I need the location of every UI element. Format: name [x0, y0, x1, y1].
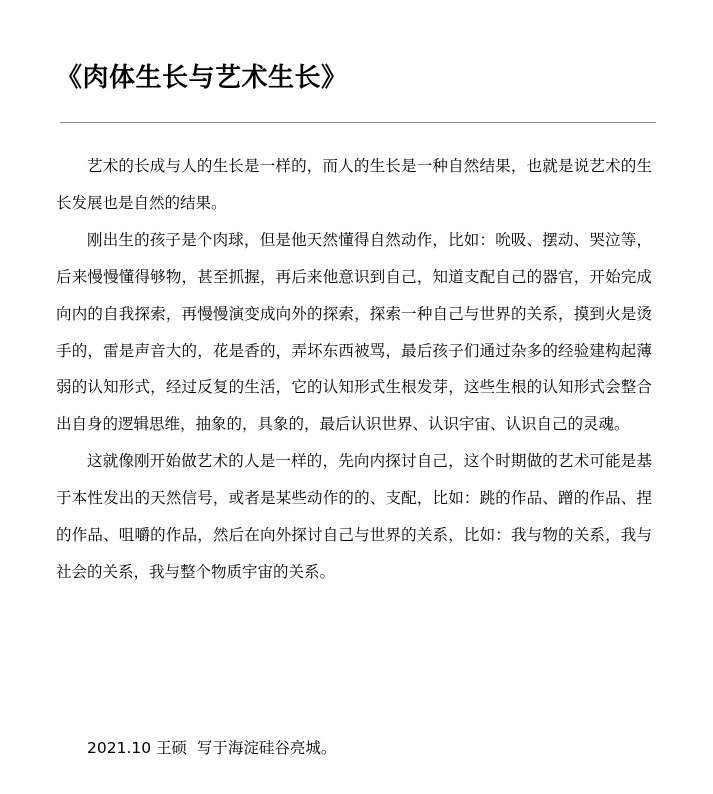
- paragraph-2: 刚出生的孩子是个肉球，但是他天然懂得自然动作，比如：吮吸、摆动、哭泣等，后来慢慢懂得够物，甚至抓握，再后来他意识到自己，知道支配自己的器官，开始完成向内的自我探索，再慢慢演变成向外的探索，探索一种自己与世界的关系，摸到火是烫手的，雷是声音大的，花是香的，弄坏东西被骂，最后孩子们通过杂多的经验建构起薄弱的认知形式，经过反复的生活，它的认知形式生根发芽，这些生根的认知形式会整合出自身的逻辑思维，抽象的，具象的，最后认识世界、认识宇宙、认识自己的灵魂。: [56, 230, 652, 434]
- signature-line: 2021.10 王硕 写于海淀硅谷亮城。: [87, 739, 337, 757]
- document-body: [56, 148, 652, 591]
- document-title: 《肉体生长与艺术生长》: [56, 63, 348, 93]
- paragraph-1: 艺术的长成与人的生长是一样的，而人的生长是一种自然结果，也就是说艺术的生长发展也是自然的结果。: [56, 157, 652, 212]
- paragraph-3: 这就像刚开始做艺术的人是一样的，先向内探讨自己，这个时期做的艺术可能是基于本性发出的天然信号，或者是某些动作的的、支配，比如：跳的作品、蹭的作品、捏的作品、咀嚼的作品，然后在向外探讨自己与世界的关系，比如：我与物的关系，我与社会的关系，我与整个物质宇宙的关系。: [56, 452, 652, 581]
- title-divider: [60, 122, 656, 123]
